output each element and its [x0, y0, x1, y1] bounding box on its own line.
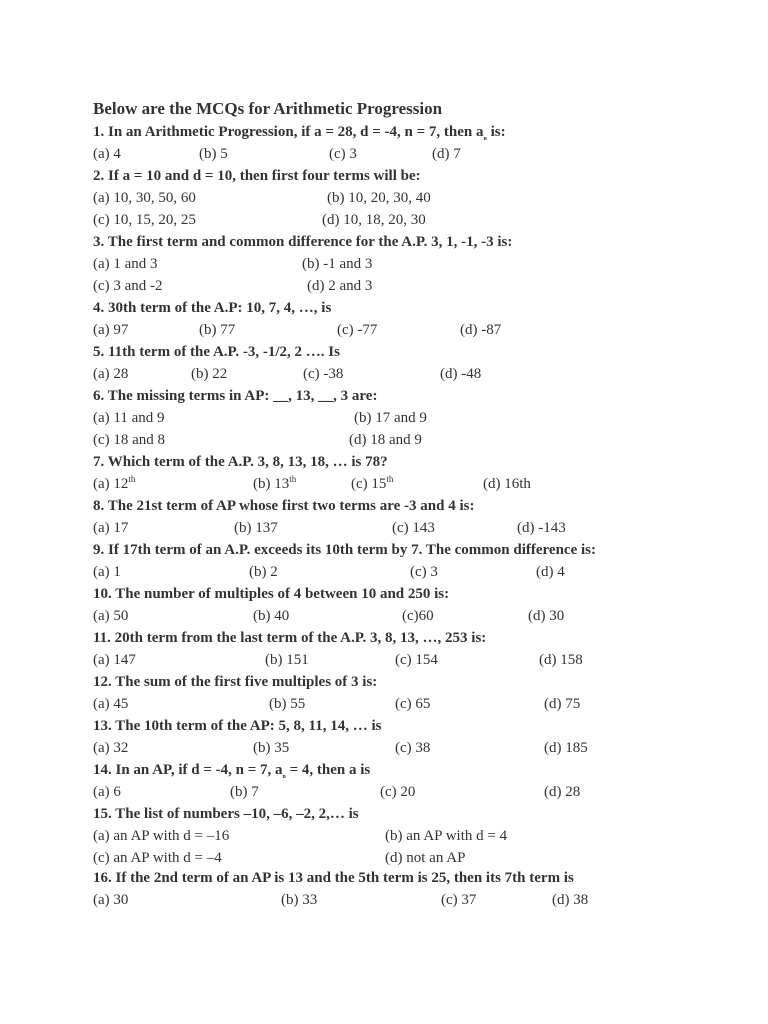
option-c — [392, 520, 435, 537]
option-d — [307, 278, 372, 295]
option-b — [199, 322, 235, 339]
option-c — [380, 784, 415, 801]
option-text: (b) 35 — [253, 740, 290, 756]
option-c — [395, 696, 430, 713]
option-text: (d) 30 — [528, 608, 565, 624]
question-1 — [93, 124, 506, 141]
option-c — [93, 278, 163, 295]
option-text: (c) -77 — [337, 322, 378, 338]
option-text: (b) 22 — [191, 366, 228, 382]
option-b — [385, 828, 507, 845]
option-b — [269, 696, 305, 713]
page-title: Below are the MCQs for Arithmetic Progression — [93, 99, 443, 118]
option-text: (b) 10, 20, 30, 40 — [327, 190, 431, 206]
option-text: (b) 151 — [265, 652, 309, 668]
option-text: (b) 55 — [269, 696, 306, 712]
option-a — [93, 146, 121, 163]
option-a — [93, 828, 229, 845]
option-text: (a) 32 — [93, 740, 129, 756]
option-text: (c) 3 and -2 — [93, 278, 163, 294]
option-a — [93, 190, 196, 207]
option-b — [354, 410, 427, 427]
option-text: (c) 3 — [329, 146, 357, 162]
option-c — [329, 146, 357, 163]
option-a — [93, 410, 165, 427]
option-a — [93, 322, 128, 339]
option-text: (b) 17 and 9 — [354, 410, 427, 426]
option-a — [93, 476, 135, 493]
option-text: (c) 15 — [351, 476, 387, 492]
option-a — [93, 652, 136, 669]
option-d — [517, 520, 566, 537]
option-text: (c) 38 — [395, 740, 431, 756]
option-a — [93, 784, 121, 801]
question-9: 9. If 17th term of an A.P. exceeds its 10th term by 7. The common difference is: — [93, 542, 596, 558]
option-d — [539, 652, 583, 669]
option-d — [528, 608, 564, 625]
option-c — [303, 366, 343, 383]
option-a — [93, 564, 121, 581]
question-7: 7. Which term of the A.P. 3, 8, 13, 18, … is 78? — [93, 454, 388, 470]
option-text: (a) 147 — [93, 652, 136, 668]
option-text: (a) 17 — [93, 520, 129, 536]
option-text: (c) 20 — [380, 784, 416, 800]
option-text: (d) -87 — [460, 322, 502, 338]
option-c — [337, 322, 377, 339]
option-b — [302, 256, 372, 273]
option-text: (a) 6 — [93, 784, 121, 800]
option-d — [536, 564, 565, 581]
option-text: (d) 2 and 3 — [307, 278, 373, 294]
question-text: 1. In an Arithmetic Progression, if a = 28, d = -4, n = 7, then a — [93, 124, 484, 140]
option-text: (c) 154 — [395, 652, 438, 668]
option-a — [93, 696, 128, 713]
option-a — [93, 608, 128, 625]
question-text-end: is: — [486, 124, 506, 140]
question-16: 16. If the 2nd term of an AP is 13 and the 5th term is 25, then its 7th term is — [93, 870, 574, 886]
option-text: (b) 40 — [253, 608, 290, 624]
superscript: th — [128, 474, 136, 484]
option-d — [349, 432, 422, 449]
option-text: (d) 158 — [539, 652, 583, 668]
option-b — [265, 652, 309, 669]
option-text: (b) 2 — [249, 564, 278, 580]
option-c — [410, 564, 438, 581]
option-text: (d) 38 — [552, 892, 589, 908]
option-text: (b) 13 — [253, 476, 290, 492]
option-a — [93, 366, 128, 383]
option-a — [93, 892, 128, 909]
option-d — [544, 696, 580, 713]
option-a — [93, 520, 128, 537]
question-text: 14. In an AP, if d = -4, n = 7, a — [93, 762, 283, 778]
option-text: (b) an AP with d = 4 — [385, 828, 508, 844]
option-text: (c) -38 — [303, 366, 344, 382]
option-text: (d) 18 and 9 — [349, 432, 422, 448]
option-d — [322, 212, 426, 229]
option-d — [385, 850, 465, 867]
option-text: (d) 75 — [544, 696, 581, 712]
option-a — [93, 740, 128, 757]
option-d — [544, 740, 588, 757]
question-10: 10. The number of multiples of 4 between 10 and 250 is: — [93, 586, 450, 602]
option-text: (a) 50 — [93, 608, 129, 624]
option-text: (b) -1 and 3 — [302, 256, 373, 272]
option-b — [230, 784, 259, 801]
option-text: (c) an AP with d = –4 — [93, 850, 222, 866]
question-2: 2. If a = 10 and d = 10, then first four terms will be: — [93, 168, 421, 184]
option-c — [395, 652, 438, 669]
subscript: n — [483, 136, 487, 142]
option-text: (b) 137 — [234, 520, 278, 536]
question-3: 3. The first term and common difference for the A.P. 3, 1, -1, -3 is: — [93, 234, 513, 250]
option-b — [199, 146, 228, 163]
option-b — [281, 892, 317, 909]
option-text: (d) not an AP — [385, 850, 466, 866]
option-text: (a) 97 — [93, 322, 129, 338]
option-d — [483, 476, 531, 493]
option-text: (a) 1 — [93, 564, 121, 580]
option-d — [440, 366, 481, 383]
option-d — [460, 322, 501, 339]
option-text: (d) 28 — [544, 784, 581, 800]
question-14 — [93, 762, 370, 779]
option-text: (d) 7 — [432, 146, 461, 162]
option-text: (c) 10, 15, 20, 25 — [93, 212, 196, 228]
question-8: 8. The 21st term of AP whose first two terms are -3 and 4 is: — [93, 498, 475, 514]
question-12: 12. The sum of the first five multiples of 3 is: — [93, 674, 378, 690]
option-text: (c)60 — [402, 608, 434, 624]
option-text: (c) 18 and 8 — [93, 432, 166, 448]
option-d — [432, 146, 461, 163]
option-d — [552, 892, 588, 909]
option-b — [234, 520, 278, 537]
option-text: (a) 11 and 9 — [93, 410, 165, 426]
option-text: (c) 143 — [392, 520, 435, 536]
option-text: (a) 30 — [93, 892, 129, 908]
option-text: (c) 65 — [395, 696, 431, 712]
question-6: 6. The missing terms in AP: __, 13, __, 3 are: — [93, 388, 378, 404]
option-c — [93, 212, 196, 229]
option-text: (c) 37 — [441, 892, 477, 908]
option-text: (b) 7 — [230, 784, 259, 800]
option-b — [327, 190, 431, 207]
option-text: (d) 16th — [483, 476, 531, 492]
option-c — [441, 892, 476, 909]
option-text: (d) 4 — [536, 564, 565, 580]
option-d — [544, 784, 580, 801]
option-c — [351, 476, 393, 493]
option-b — [253, 608, 289, 625]
option-b — [253, 740, 289, 757]
question-4: 4. 30th term of the A.P: 10, 7, 4, …, is — [93, 300, 332, 316]
question-text-end: = 4, then a is — [285, 762, 371, 778]
option-text: (b) 77 — [199, 322, 236, 338]
superscript: th — [386, 474, 394, 484]
option-text: (d) -48 — [440, 366, 482, 382]
option-text: (a) 12 — [93, 476, 129, 492]
option-c — [93, 850, 222, 867]
subscript: n — [282, 774, 286, 780]
option-text: (b) 33 — [281, 892, 318, 908]
option-text: (a) 45 — [93, 696, 129, 712]
option-text: (c) 3 — [410, 564, 438, 580]
question-15: 15. The list of numbers –10, –6, –2, 2,… is — [93, 806, 359, 822]
question-11: 11. 20th term from the last term of the A.P. 3, 8, 13, …, 253 is: — [93, 630, 487, 646]
option-text: (d) -143 — [517, 520, 566, 536]
option-b — [191, 366, 227, 383]
option-c — [402, 608, 434, 625]
option-text: (d) 10, 18, 20, 30 — [322, 212, 426, 228]
option-b — [249, 564, 278, 581]
option-text: (a) an AP with d = –16 — [93, 828, 230, 844]
option-c — [395, 740, 430, 757]
option-text: (d) 185 — [544, 740, 588, 756]
option-text: (a) 28 — [93, 366, 129, 382]
question-5: 5. 11th term of the A.P. -3, -1/2, 2 …. Is — [93, 344, 340, 360]
option-a — [93, 256, 158, 273]
option-b — [253, 476, 296, 493]
option-text: (a) 10, 30, 50, 60 — [93, 190, 196, 206]
option-text: (a) 4 — [93, 146, 121, 162]
question-13: 13. The 10th term of the AP: 5, 8, 11, 14, … is — [93, 718, 382, 734]
option-c — [93, 432, 165, 449]
superscript: th — [289, 474, 297, 484]
option-text: (b) 5 — [199, 146, 228, 162]
option-text: (a) 1 and 3 — [93, 256, 158, 272]
